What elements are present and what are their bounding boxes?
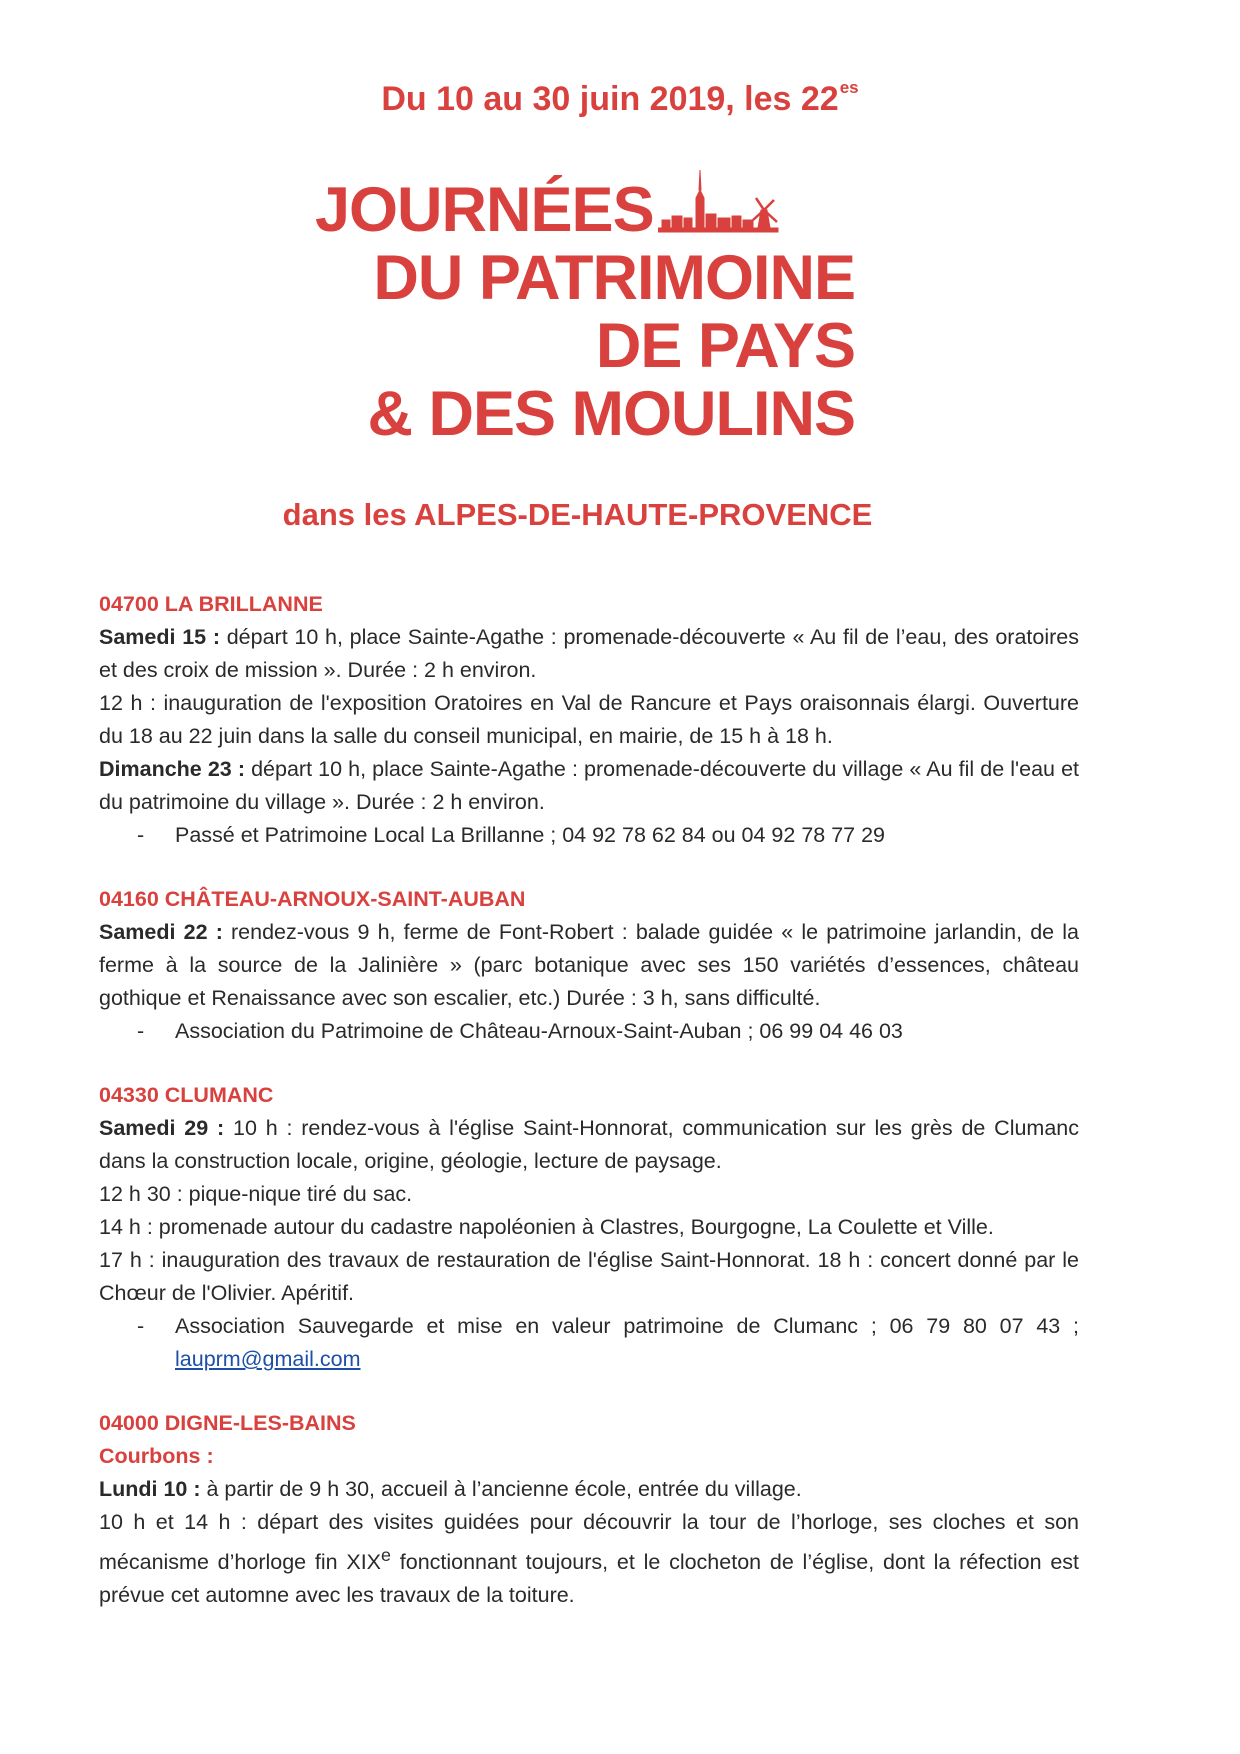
section-digne-les-bains	[99, 1407, 1079, 1612]
date-heading	[0, 78, 1240, 119]
logo-line-2: DU PATRIMOINE	[373, 243, 855, 313]
event-text: 10 h et 14 h : départ des visites guidées pour découvrir la tour de l’horloge, ses cloches et son mécanisme d’horloge fin XIX	[99, 1510, 1079, 1575]
section-clumanc	[99, 1079, 1079, 1376]
event-day: Samedi 29 :	[99, 1116, 225, 1140]
event-text: fonctionnant toujours, et le clocheton de l’église, dont la réfection est prévue cet automne avec les travaux de la toiture.	[99, 1550, 1079, 1608]
logo-line-1: JOURNÉES	[315, 175, 654, 245]
contact-item	[99, 1015, 1079, 1048]
contact-item	[99, 1310, 1079, 1376]
section-heading: 04000 DIGNE-LES-BAINS	[99, 1411, 356, 1435]
event-paragraph	[99, 916, 1079, 1015]
event-day: Samedi 15 :	[99, 625, 220, 649]
event-paragraph	[99, 621, 1079, 687]
event-paragraph	[99, 753, 1079, 819]
bullet-dash: -	[137, 1019, 145, 1043]
event-paragraph: 14 h : promenade autour du cadastre napoléonien à Clastres, Bourgogne, La Coulette et Ville.	[99, 1215, 994, 1239]
email-link[interactable]: lauprm@gmail.com	[175, 1347, 361, 1371]
contact-text	[175, 1310, 1079, 1376]
event-day: Samedi 22 :	[99, 920, 223, 944]
contact-text: Association du Patrimoine de Château-Arnoux-Saint-Auban ; 06 99 04 46 03	[175, 1019, 903, 1043]
logo-line-3: DE PAYS	[595, 311, 855, 381]
logo-line-4: & DES MOULINS	[367, 379, 855, 449]
event-day: Lundi 10 :	[99, 1477, 201, 1501]
event-paragraph: 12 h : inauguration de l'exposition Oratoires en Val de Rancure et Pays oraisonnais élargi. Ouverture du 18 au 22 juin dans la salle du conseil municipal, en mairie, de 15 h à 18 h.	[99, 691, 1079, 748]
event-paragraph	[99, 1473, 1079, 1506]
bullet-dash: -	[137, 823, 145, 847]
event-text: départ 10 h, place Sainte-Agathe : promenade-découverte « Au fil de l’eau, des oratoires et des croix de mission ». Durée : 2 h environ.	[99, 625, 1080, 682]
event-day: Dimanche 23 :	[99, 757, 245, 781]
event-paragraph: 12 h 30 : pique-nique tiré du sac.	[99, 1182, 413, 1206]
event-paragraph: 17 h : inauguration des travaux de restauration de l'église Saint-Honnorat. 18 h : concert donné par le Chœur de l'Olivier. Apéritif.	[99, 1248, 1079, 1305]
contact-association: Association Sauvegarde et mise en valeur patrimoine de Clumanc ; 06 79 80 07 43 ;	[175, 1314, 1079, 1338]
region-subtitle: dans les ALPES-DE-HAUTE-PROVENCE	[282, 497, 873, 532]
bullet-dash: -	[137, 1314, 145, 1338]
event-paragraph	[99, 1506, 1079, 1612]
event-text: 10 h : rendez-vous à l'église Saint-Honnorat, communication sur les grès de Clumanc dans la construction locale, origine, géologie, lecture de paysage.	[99, 1116, 1079, 1173]
event-text: à partir de 9 h 30, accueil à l’ancienne école, entrée du village.	[200, 1477, 802, 1501]
event-text: départ 10 h, place Sainte-Agathe : promenade-découverte du village « Au fil de l'eau et du patrimoine du village ». Durée : 2 h environ.	[99, 757, 1079, 814]
date-superscript: es	[839, 78, 859, 97]
event-paragraph	[99, 1112, 1079, 1178]
event-text: rendez-vous 9 h, ferme de Font-Robert : balade guidée « le patrimoine jarlandin, de la ferme à la source de la Jalinière » (parc botanique avec ses 150 variétés d’essences, château gothique et Renaissance avec son escalier, etc.) Durée : 3 h, sans difficulté.	[99, 920, 1079, 1010]
section-chateau-arnoux	[99, 883, 1079, 1048]
village-skyline-windmill-icon	[658, 168, 788, 238]
superscript: e	[381, 1545, 391, 1565]
section-heading: 04700 LA BRILLANNE	[99, 592, 323, 616]
date-text: Du 10 au 30 juin 2019, les 22	[381, 80, 839, 118]
program-list	[99, 588, 1079, 1643]
section-heading: 04160 CHÂTEAU-ARNOUX-SAINT-AUBAN	[99, 887, 526, 911]
section-subheading: Courbons :	[99, 1444, 214, 1468]
section-heading: 04330 CLUMANC	[99, 1083, 274, 1107]
section-la-brillanne	[99, 588, 1079, 852]
event-logo	[315, 168, 855, 448]
contact-text: Passé et Patrimoine Local La Brillanne ; 04 92 78 62 84 ou 04 92 78 77 29	[175, 823, 886, 847]
contact-item	[99, 819, 1079, 852]
